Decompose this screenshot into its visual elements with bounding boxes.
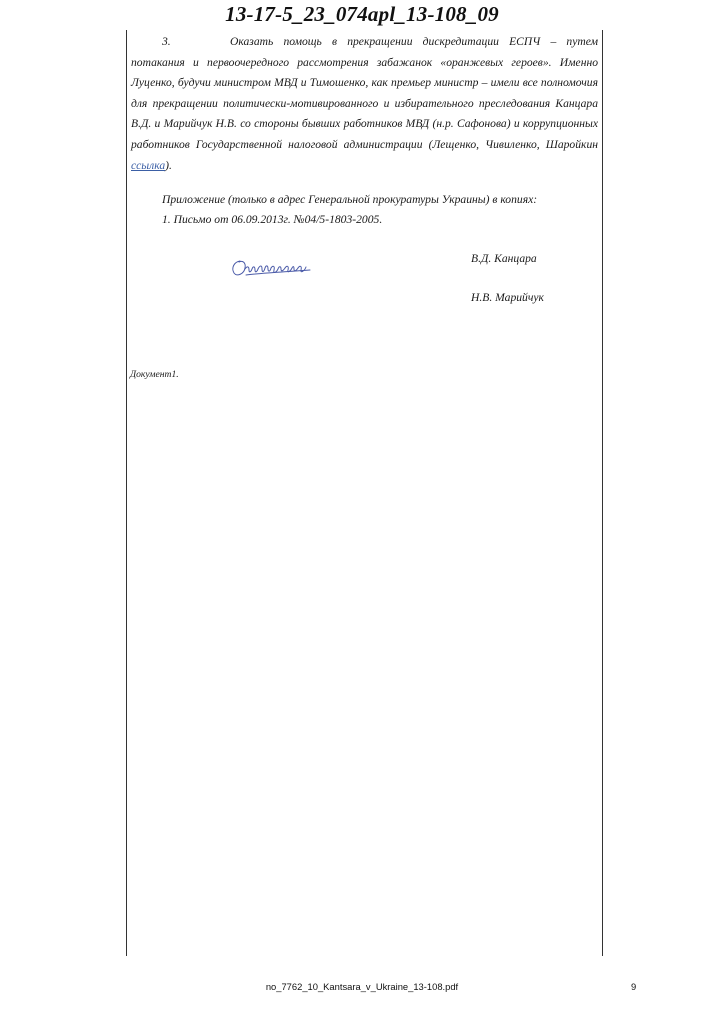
body-content — [131, 32, 598, 176]
paragraph-text-end: ). — [165, 158, 172, 172]
page-number: 9 — [631, 981, 637, 992]
appendix-block — [162, 190, 592, 230]
appendix-heading: Приложение (только в адрес Генеральной прокуратуры Украины) в копиях: — [162, 193, 538, 206]
source-link[interactable]: ссылка — [131, 158, 166, 172]
paragraph-3 — [131, 32, 598, 176]
footer-filename: no_7762_10_Kantsara_v_Ukraine_13-108.pdf — [265, 981, 459, 992]
paragraph-text: Оказать помощь в прекращении дискредитации ЕСПЧ – путем потакания и первоочередного рассмотрения забажанок «оранжевых героев». Именно Луценко, будучи министром МВД и Тимошенко, как премьер министр – имели все полномочия для прекращении политически-мотивированного и избирательного преследования Канцара В.Д. и Марийчук Н.В. со стороны бывших работников МВД (н.р. Сафонова) и коррупционных работников Государственной налоговой администрации (Лещенко, Чивиленко, Шаройкин — [131, 35, 598, 151]
signer-name-2: Н.В. Марийчук — [471, 291, 544, 304]
document-header-title: 13-17-5_23_074apl_13-108_09 — [225, 2, 499, 26]
document-filename-label: Документ1. — [130, 369, 179, 380]
left-margin-rule — [126, 30, 127, 956]
appendix-item: 1. Письмо от 06.09.2013г. №04/5-1803-2005. — [162, 213, 383, 226]
handwritten-signature — [228, 254, 316, 280]
right-margin-rule — [602, 30, 603, 956]
signer-name-1: В.Д. Канцара — [471, 252, 537, 265]
paragraph-number: 3. — [162, 35, 171, 48]
